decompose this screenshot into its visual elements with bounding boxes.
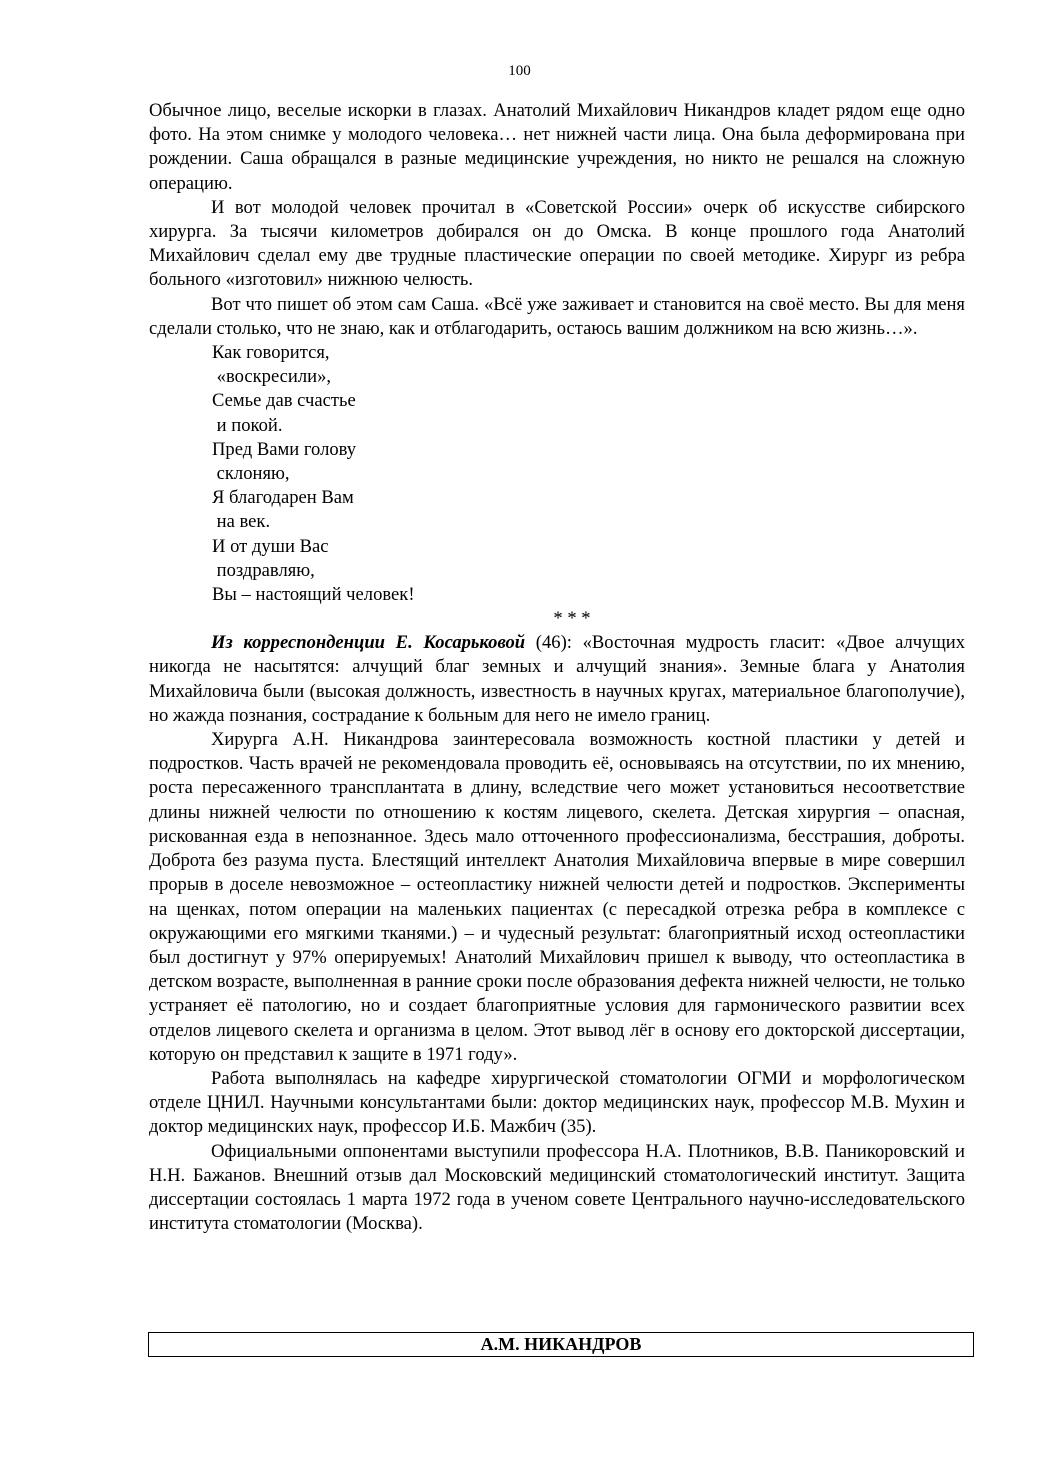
paragraph-osteoplasty: Хирурга А.Н. Никандрова заинтересовала возможность костной пластики у детей и подростков. Часть врачей не рекомендовала проводить её, основываясь на отсутствии, по их мнению, роста пересаженного трансплантата в длину, вследствие чего может установиться несоответствие длины нижней челюсти по отношению к костям лицевого, скелета. Детская хирургия – опасная, рискованная езда в непознанное. Здесь мало отточенного профессионализма, бесстрашия, доброты. Доброта без разума пуста. Блестящий интеллект Анатолия Михайловича впервые в мире совершил прорыв в доселе невозможное – остеопластику нижней челюсти детей и подростков. Эксперименты на щенках, потом операции на маленьких пациентах (с пересадкой отрезка ребра в комплексе с окружающими его мягкими тканями.) – и чудесный результат: благоприятный исход остеопластики был достигнут у 97% оперируемых! Анатолий Михайлович пришел к выводу, что остеопластика в детском возрасте, выполненная в ранние сроки после образования дефекта нижней челюсти, не только устраняет её патологию, но и создает благоприятные условия для гармонического развитии всех отделов лицевого скелета и организма в целом. Этот вывод лёг в основу его докторской диссертации, которую он представил к защите в 1971 году». (149, 729, 965, 1065)
correspondence-paragraph (149, 631, 965, 728)
correspondence-text: (46): «Восточная мудрость гласит: «Двое алчущих никогда не насытятся: алчущий благ земных и алчущий знания». Земные блага у Анатолия Михайловича были (высокая должность, известность в научных кругах, материальное благополучие), но жажда познания, сострадание к больным для него не имело границ. (149, 632, 966, 726)
poem-line: и покой. (212, 414, 283, 436)
paragraph-2: И вот молодой человек прочитал в «Советской России» очерк об искусстве сибирского хирурга. За тысячи километров добирался он до Омска. В конце прошлого года Анатолий Михайлович сделал ему две трудные пластические операции по своей методике. Хирург из ребра больного «изготовил» нижнюю челюсть. (149, 196, 965, 291)
correspondence-lead: Из корреспонденции Е. Косарьковой (211, 632, 526, 654)
paragraph-department: Работа выполнялась на кафедре хирургической стоматологии ОГМИ и морфологическом отделе ЦНИЛ. Научными консультантами были: доктор медицинских наук, профессор М.В. Мухин и доктор медицинских наук, профессор И.Б. Мажбич (35). (149, 1067, 965, 1138)
document-body (149, 99, 965, 1236)
poem (212, 341, 965, 607)
poem-line: Как говорится, (212, 342, 330, 364)
footer-title-bar: А.М. НИКАНДРОВ (148, 1332, 974, 1357)
poem-line: «воскресили», (212, 366, 332, 388)
poem-line: Семье дав счастье (212, 390, 356, 412)
section-separator: * * * (553, 608, 591, 630)
poem-line: Пред Вами голову (212, 438, 357, 460)
poem-line: поздравляю, (212, 559, 315, 581)
poem-line: Вы – настоящий человек! (212, 584, 415, 606)
poem-line: склоняю, (212, 463, 290, 485)
poem-line: на век. (212, 511, 271, 533)
poem-line: Я благодарен Вам (212, 487, 354, 509)
paragraph-3: Вот что пишет об этом сам Саша. «Всё уже заживает и становится на своё место. Вы для меня сделали столько, что не знаю, как и отблагодарить, остаюсь вашим должником на всю жизнь…». (149, 293, 965, 339)
paragraph-opponents: Официальными оппонентами выступили профессора Н.А. Плотников, В.В. Паникоровский и Н.Н. Бажанов. Внешний отзыв дал Московский медицинский стоматологический институт. Защита диссертации состоялась 1 марта 1972 года в ученом совете Центрального научно-исследовательского института стоматологии (Москва). (149, 1140, 965, 1235)
paragraph-1: Обычное лицо, веселые искорки в глазах. Анатолий Михайлович Никандров кладет рядом еще одно фото. На этом снимке у молодого человека… нет нижней части лица. Она была деформирована при рождении. Саша обращался в разные медицинские учреждения, но никто не решался на сложную операцию. (149, 100, 965, 194)
poem-line: И от души Вас (212, 535, 329, 557)
page-number: 100 (508, 63, 531, 79)
